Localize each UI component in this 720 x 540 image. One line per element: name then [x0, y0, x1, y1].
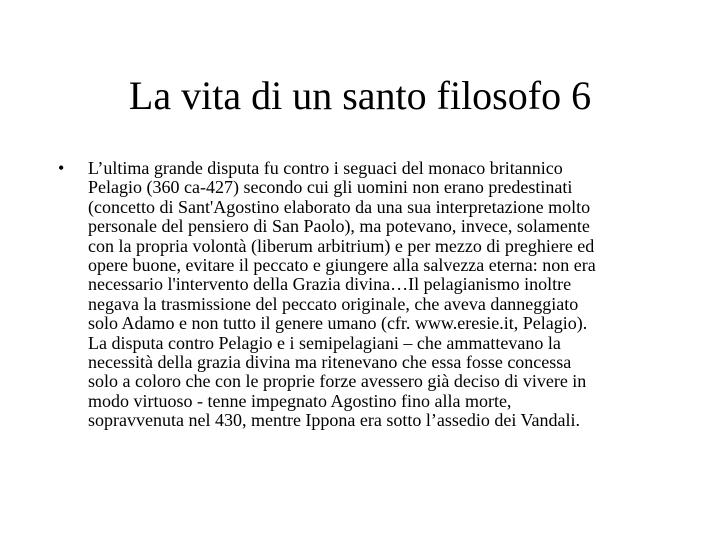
paragraph-line: necessità della grazia divina ma ritenevano che essa fosse concessa: [88, 352, 572, 373]
paragraph-line: modo virtuoso - tenne impegnato Agostino fino alla morte,: [88, 390, 512, 411]
paragraph-line: sopravvenuta nel 430, mentre Ippona era sotto l’assedio dei Vandali.: [88, 410, 581, 431]
bullet-icon: •: [58, 158, 65, 178]
paragraph-line: necessario l'intervento della Grazia divina…Il pelagianismo inoltre: [88, 274, 572, 295]
paragraph-line: solo a coloro che con le proprie forze avessero già deciso di vivere in: [88, 371, 587, 392]
paragraph-line: Pelagio (360 ca-427) secondo cui gli uomini non erano predestinati: [88, 177, 573, 198]
paragraph-line: personale del pensiero di San Paolo), ma potevano, invece, solamente: [88, 216, 590, 237]
paragraph-line: solo Adamo e non tutto il genere umano (cfr. www.eresie.it, Pelagio).: [88, 313, 588, 334]
slide-title: La vita di un santo filosofo 6: [128, 73, 592, 118]
paragraph-line: (concetto di Sant'Agostino elaborato da una sua interpretazione molto: [88, 196, 591, 217]
paragraph-line: L’ultima grande disputa fu contro i seguaci del monaco britannico: [88, 158, 563, 178]
bullet-item: [56, 159, 666, 431]
bullet-list: [56, 159, 666, 431]
paragraph-line: negava la trasmissione del peccato originale, che aveva danneggiato: [88, 293, 579, 314]
paragraph-line: con la propria volontà (liberum arbitrium) e per mezzo di preghiere ed: [88, 235, 595, 256]
paragraph-line: La disputa contro Pelagio e i semipelagiani – che ammattevano la: [88, 332, 561, 353]
paragraph-line: opere buone, evitare il peccato e giungere alla salvezza eterna: non era: [88, 255, 596, 276]
